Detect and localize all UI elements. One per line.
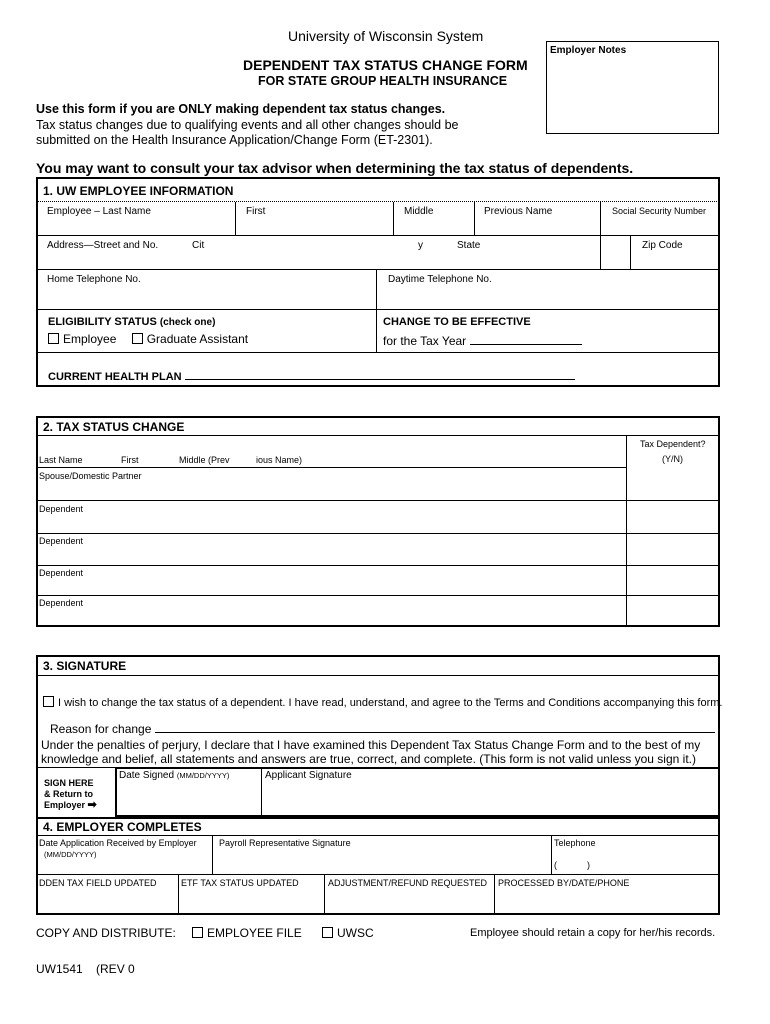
label-city-b: y (418, 240, 423, 251)
eligibility-hint: (check one) (159, 317, 216, 328)
processed-label[interactable]: PROCESSED BY/DATE/PHONE (498, 878, 630, 888)
uwsc-checkbox[interactable] (322, 927, 333, 938)
date-received-label[interactable]: Date Application Received by Employer (39, 838, 197, 848)
employee-checkbox[interactable] (48, 333, 59, 344)
change-effective-label: CHANGE TO BE EFFECTIVE (383, 316, 531, 328)
sign-here-line-2: & Return to (44, 789, 93, 799)
col-middle-b: ious Name) (256, 455, 303, 465)
label-address: Address—Street and No. (47, 240, 159, 251)
employee-file-checkbox[interactable] (192, 927, 203, 938)
perjury-line-2: knowledge and belief, all statements and answers are true, correct, and complete. (This form is not valid unless you sign it.) (41, 752, 696, 766)
health-plan-field[interactable] (185, 368, 575, 380)
yn-header: (Y/N) (662, 454, 683, 464)
form-subtitle: FOR STATE GROUP HEALTH INSURANCE (258, 74, 508, 88)
tax-dependent-header: Tax Dependent? (640, 439, 706, 449)
uwsc-option (322, 926, 374, 940)
instruction-bold: Use this form if you are ONLY making dependent tax status changes. (36, 102, 446, 116)
reason-label: Reason for change (50, 722, 152, 736)
form-number: UW1541 (REV 0 (36, 962, 135, 976)
reason-row (50, 721, 715, 736)
label-middle: Middle (404, 206, 434, 217)
employee-file-label: EMPLOYEE FILE (207, 926, 302, 940)
graduate-assistant-label: Graduate Assistant (146, 332, 249, 346)
sign-here-line-1: SIGN HERE (44, 778, 94, 788)
form-title: DEPENDENT TAX STATUS CHANGE FORM (243, 57, 528, 73)
employee-file-option (192, 926, 302, 940)
payroll-signature-label[interactable]: Payroll Representative Signature (219, 838, 351, 848)
label-state: State (457, 240, 481, 251)
label-first: First (246, 206, 266, 217)
telephone-area-code: ( ) (554, 860, 590, 870)
label-ssn: Social Security Number (612, 206, 707, 216)
perjury-line-1: Under the penalties of perjury, I declare that I have examined this Dependent Tax Status Change Form and to the best of my (41, 738, 701, 752)
health-plan-label: CURRENT HEALTH PLAN (48, 371, 182, 383)
health-plan-row (48, 368, 575, 383)
dden-label[interactable]: DDEN TAX FIELD UPDATED (39, 878, 157, 888)
label-previous-name: Previous Name (484, 206, 553, 217)
instruction-line-1: Tax status changes due to qualifying events and all other changes should be (36, 118, 459, 132)
retain-copy-note: Employee should retain a copy for her/his records. (470, 927, 716, 939)
applicant-signature-label[interactable]: Applicant Signature (265, 770, 352, 781)
label-day-phone: Daytime Telephone No. (388, 274, 492, 285)
date-signed-row[interactable] (119, 770, 229, 781)
arrow-right-icon: ➡ (87, 799, 97, 811)
agree-checkbox[interactable] (43, 696, 54, 707)
col-first: First (121, 455, 139, 465)
uwsc-label: UWSC (337, 926, 374, 940)
employee-option-label: Employee (63, 332, 117, 346)
copy-distribute-label: COPY AND DISTRIBUTE: (36, 926, 176, 940)
tax-year-field[interactable] (470, 333, 582, 345)
institution-name: University of Wisconsin System (288, 28, 484, 44)
tax-year-label: for the Tax Year (383, 334, 467, 348)
col-middle-a: Middle (Prev (179, 455, 230, 465)
row-dependent-3: Dependent (39, 568, 84, 578)
row-spouse: Spouse/Domestic Partner (39, 471, 142, 481)
employer-notes-label: Employer Notes (550, 45, 627, 56)
eligibility-label: ELIGIBILITY STATUS (48, 316, 157, 328)
sign-here-label (44, 778, 97, 811)
agree-text: I wish to change the tax status of a dependent. I have read, understand, and agree to the Terms and Conditions accompanying this form. (58, 697, 723, 709)
date-signed-format: (MM/DD/YYYY) (176, 771, 230, 780)
instruction-line-2: submitted on the Health Insurance Application/Change Form (ET-2301). (36, 133, 433, 147)
tax-year-row (383, 333, 582, 348)
eligibility-options (48, 332, 248, 346)
label-last-name: Employee – Last Name (47, 206, 151, 217)
date-signed-label: Date Signed (119, 770, 175, 781)
section-2-title: 2. TAX STATUS CHANGE (43, 420, 185, 434)
section-1-title: 1. UW EMPLOYEE INFORMATION (43, 184, 234, 198)
label-city-a: Cit (192, 240, 205, 251)
section-3-title: 3. SIGNATURE (43, 659, 127, 673)
sign-here-line-3: Employer ➡ (44, 799, 97, 811)
section-4-title: 4. EMPLOYER COMPLETES (43, 820, 202, 834)
agree-row (43, 696, 723, 709)
row-dependent-4: Dependent (39, 598, 84, 608)
label-home-phone: Home Telephone No. (47, 274, 141, 285)
etf-label[interactable]: ETF TAX STATUS UPDATED (181, 878, 299, 888)
col-last-name: Last Name (39, 455, 83, 465)
date-received-format: (MM/DD/YYYY) (44, 850, 97, 859)
eligibility-status (48, 316, 215, 328)
label-zip: Zip Code (642, 240, 683, 251)
adjustment-label[interactable]: ADJUSTMENT/REFUND REQUESTED (328, 878, 488, 888)
employer-notes-box[interactable] (546, 41, 719, 134)
telephone-label[interactable]: Telephone (554, 838, 596, 848)
row-dependent-1: Dependent (39, 504, 84, 514)
row-dependent-2: Dependent (39, 536, 84, 546)
advisor-note: You may want to consult your tax advisor when determining the tax status of dependents. (36, 160, 634, 176)
reason-field[interactable] (155, 721, 715, 733)
graduate-assistant-checkbox[interactable] (132, 333, 143, 344)
